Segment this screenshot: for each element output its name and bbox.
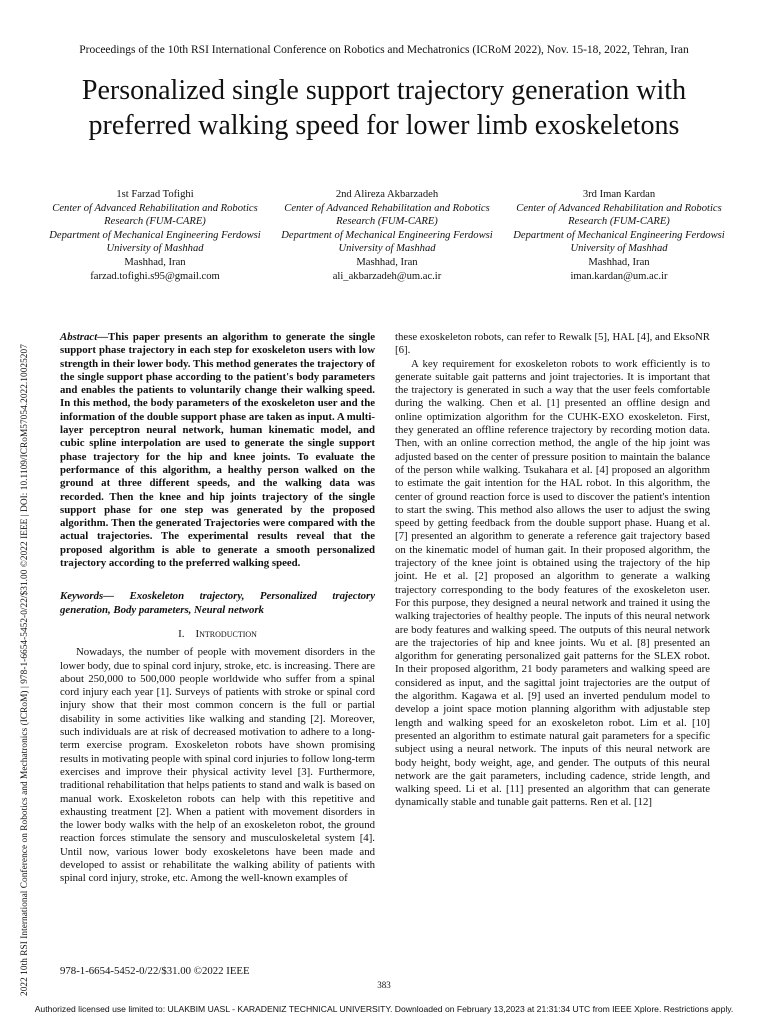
author-3 [504, 188, 734, 283]
section-heading-introduction [60, 628, 375, 641]
left-column [60, 331, 375, 886]
section-number: I. [178, 627, 185, 640]
abstract [60, 331, 375, 570]
page-number: 383 [377, 980, 391, 990]
right-column [395, 331, 710, 810]
paper-title: Personalized single support trajectory generation with preferred walking speed for lower limb exoskeletons [81, 75, 687, 141]
author-email: iman.kardan@um.ac.ir [570, 270, 668, 282]
author-name: 1st Farzad Tofighi [116, 189, 194, 200]
author-center: Center of Advanced Rehabilitation and Robotics Research (FUM-CARE) [52, 202, 258, 228]
copyright-footer: 978-1-6654-5452-0/22/$31.00 ©2022 IEEE [60, 965, 250, 977]
keywords-lead: Keywords [60, 590, 104, 603]
author-center: Center of Advanced Rehabilitation and Robotics Research (FUM-CARE) [284, 202, 490, 228]
author-dept: Department of Mechanical Engineering Ferdowsi University of Mashhad [49, 229, 261, 255]
author-city: Mashhad, Iran [588, 256, 650, 268]
author-1 [40, 188, 270, 283]
abstract-lead: Abstract [60, 331, 98, 343]
abstract-text: —This paper presents an algorithm to generate the single support phase trajectory in each step for exoskeleton users with low strength in their lower body. This method generates the trajectory of the single support phase according to the patient's body parameters and enables the patients to voluntarily change their walking speed. In this method, the body parameters of the exoskeleton user and the information of the double support phase are taken as input. A multi-layer perceptron neural network, human kinematic model, and cubic spline interpolation are used to generate the single support phase trajectory for the hip and knee joints. To evaluate the performance of this algorithm, a healthy person walked on the ground at three different speeds, and the walking data was recorded. Then the knee and hip joints trajectory of the single support phase for one step was generated by the proposed algorithm. Then the generated Trajectories were compared with the actual trajectories. The experimental results reveal that the proposed algorithm is able to generate a smooth personalized trajectory according to the preferred walking speed. [60, 331, 375, 570]
author-city: Mashhad, Iran [124, 256, 186, 268]
author-email: farzad.tofighi.s95@gmail.com [90, 270, 220, 282]
intro-paragraph: Nowadays, the number of people with movement disorders in the lower body, due to spinal cord injury, stroke, etc. is increasing. There are about 250,000 to 500,000 people worldwide who suffer from a spinal cord injury each year [1]. Surveys of patients with stroke or spinal cord injury show that their most common concern is the full or partial disability in some activities like walking and standing [2]. Moreover, such individuals are at risk of decreased motivation to adhere to a long-term exercise program. Exoskeleton robots have shown promising results in motivating people with spinal cord injuries to follow long-term exercises and improve their physical activity level [3]. Furthermore, traditional rehabilitation that helps patients to stand and walk is based on manual work. Exoskeleton robots can help with this repetitive and exhausting treatment [2]. When a patient with movement disorders in the lower body walks with the help of an exoskeleton robot, the ground reaction forces stimulate the sensory and musculoskeletal system [4]. Until now, various lower body exoskeletons have been made and developed to assist or rehabilitate the walking ability of patients with spinal cord injury, stroke, etc. Among the well-known examples of [60, 646, 375, 885]
continued-paragraph: these exoskeleton robots, can refer to Rewalk [5], HAL [4], and EksoNR [6]. [395, 331, 710, 357]
side-doi-note: 2022 10th RSI International Conference on Robotics and Mechatronics (ICRoM) | 978-1-6654-5452-0/22/$31.00 ©2022 IEEE | DOI: 10.1109/ICRoM57054.2022.10025207 [20, 344, 30, 996]
author-center: Center of Advanced Rehabilitation and Robotics Research (FUM-CARE) [516, 202, 722, 228]
license-notice: Authorized licensed use limited to: ULAKBIM UASL - KARADENIZ TECHNICAL UNIVERSITY. Downloaded on February 13,2023 at 21:31:34 UTC from IEEE Xplore. Restrictions apply. [34, 1004, 734, 1014]
keywords [60, 590, 375, 617]
conference-header: Proceedings of the 10th RSI International Conference on Robotics and Mechatronics (ICRoM 2022), Nov. 15-18, 2022, Tehran, Iran [79, 44, 689, 56]
keywords-text: — Exoskeleton trajectory, Personalized trajectory generation, Body parameters, Neural network [60, 590, 375, 616]
author-2 [272, 188, 502, 283]
related-work-paragraph: A key requirement for exoskeleton robots to work efficiently is to generate suitable gait patterns and joint trajectories. It is important that the trajectory is generated in such a way that the user feels comfortable during the walking. Chen et al. [1] presented an offline design and online optimization algorithm for the CUHK-EXO exoskeleton. First, they generated an offline reference trajectory by recording motion data. Then, with an online correction method, the angle of the hip joint was adjusted based on the center of pressure position to maintain the balance of the person while walking. Tsukahara et al. [4] proposed an algorithm to estimate the gait intention for the HAL robot. In this algorithm, the center of ground reaction force is used to discover the patient's intention to start the swing. This method also allows the user to adjust the swing speed by getting feedback from the double support phase. Huang et al. [7] presented an algorithm to generate a reference gait trajectory based on the kinematic model of human gait. In their proposed algorithm, the trajectory of the knee joint is obtained using the trajectory of the hip joint. He et al. [2] proposed an algorithm to generate a walking trajectory corresponding to the body features of the exoskeleton user. For this purpose, they designed a neural network and trained it using the walking trajectories of healthy people. The inputs of this neural network are body features and walking speed. The outputs of this neural network are the trajectories of hip and knee joints. Wu et al. [8] presented an algorithm for generating personalized gait patterns for the SLEX robot. In their proposed algorithm, 21 body parameters and walking speed are considered as input, and the sagittal joint trajectories are the output of the algorithm. Kagawa et al. [9] used an inverted pendulum model to develop a joint space motion planning algorithm with adjustable step length and walking speed for an exoskeleton robot. Lim et al. [10] presented an algorithm to estimate natural gait parameters for a specific subject using a neural network. The inputs of this neural network are body height, body weight, age, and gender. The outputs of this neural network are the gait parameters, including cadence, stride length, and walking speed. Li et al. [11] presented an algorithm that can generate dynamically stable and tunable gait patterns. Ren et al. [12] [395, 357, 710, 809]
author-name: 3rd Iman Kardan [582, 189, 656, 200]
section-title: Introduction [195, 627, 257, 640]
author-email: ali_akbarzadeh@um.ac.ir [332, 270, 442, 282]
author-name: 2nd Alireza Akbarzadeh [335, 189, 439, 200]
author-dept: Department of Mechanical Engineering Ferdowsi University of Mashhad [513, 229, 725, 255]
author-dept: Department of Mechanical Engineering Ferdowsi University of Mashhad [281, 229, 493, 255]
author-city: Mashhad, Iran [356, 256, 418, 268]
